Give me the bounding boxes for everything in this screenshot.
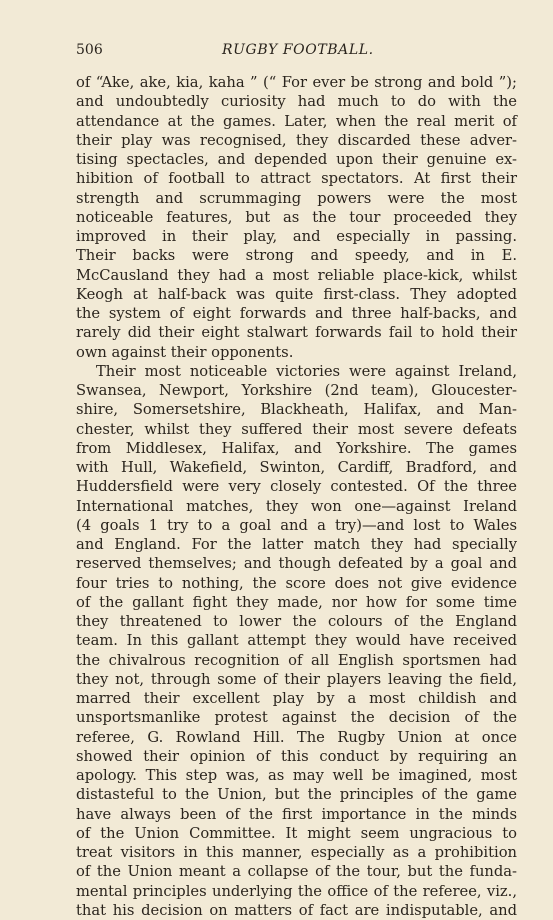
text-line: that his decision on matters of fact are indisputable, and bbox=[76, 901, 517, 919]
text-line: four tries to nothing, the score does not give evidence bbox=[76, 574, 517, 592]
text-line: unsportsmanlike protest against the decision of the bbox=[76, 709, 517, 727]
text-line: attendance at the games. Later, when the real merit of bbox=[76, 112, 517, 130]
page-number: 506 bbox=[76, 42, 103, 58]
text-line: have always been of the first importance in the minds bbox=[76, 805, 517, 823]
text-line: and undoubtedly curiosity had much to do with the bbox=[76, 93, 517, 111]
text-line: referee, G. Rowland Hill. The Rugby Union at once bbox=[76, 728, 517, 746]
text-line: Keogh at half-back was quite first-class. They adopted bbox=[76, 285, 517, 303]
text-line: strength and scrummaging powers were the most bbox=[76, 189, 517, 207]
running-title: RUGBY FOOTBALL. bbox=[222, 42, 374, 58]
text-line: with Hull, Wakefield, Swinton, Cardiff, Bradford, and bbox=[76, 459, 517, 476]
text-line: and England. For the latter match they had specially bbox=[76, 536, 517, 553]
text-line: they not, through some of their players leaving the field, bbox=[76, 670, 517, 688]
text-line: team. In this gallant attempt they would have received bbox=[76, 632, 517, 650]
text-line: chester, whilst they suffered their most severe defeats bbox=[76, 420, 517, 438]
text-line: showed their opinion of this conduct by requiring an bbox=[76, 747, 517, 765]
text-line: (4 goals 1 try to a goal and a try)—and lost to Wales bbox=[76, 516, 517, 534]
text-line: from Middlesex, Halifax, and Yorkshire. The games bbox=[76, 439, 517, 457]
text-line: shire, Somersetshire, Blackheath, Halifax, and Man- bbox=[76, 401, 517, 419]
body-text bbox=[76, 73, 517, 920]
text-line: the chivalrous recognition of all English sportsmen had bbox=[76, 651, 517, 669]
text-line: Swansea, Newport, Yorkshire (2nd team), Gloucester- bbox=[76, 382, 517, 399]
text-line: of the Union meant a collapse of the tour, but the funda- bbox=[76, 863, 517, 881]
text-line: their play was recognised, they discarded these adver- bbox=[76, 131, 517, 149]
paragraph-first-line: Their most noticeable victories were against Ireland, bbox=[96, 362, 517, 380]
text-line: McCausland they had a most reliable place-kick, whilst bbox=[76, 266, 517, 284]
text-line: Their backs were strong and speedy, and in E. bbox=[76, 247, 517, 265]
text-line: of the Union Committee. It might seem ungracious to bbox=[76, 824, 517, 842]
text-line: mental principles underlying the office of the referee, viz., bbox=[76, 882, 517, 900]
text-line: they threatened to lower the colours of the England bbox=[76, 613, 517, 630]
text-line: Huddersfield were very closely contested. Of the three bbox=[76, 478, 517, 496]
text-line: marred their excellent play by a most childish and bbox=[76, 690, 517, 707]
text-line: apology. This step was, as may well be imagined, most bbox=[76, 767, 517, 784]
text-line: of “Ake, ake, kia, kaha ” (“ For ever be strong and bold ”); bbox=[76, 74, 517, 91]
text-line: hibition of football to attract spectators. At first their bbox=[76, 170, 517, 188]
text-line: tising spectacles, and depended upon their genuine ex- bbox=[76, 151, 517, 168]
text-line: own against their opponents. bbox=[76, 343, 294, 361]
text-line: treat visitors in this manner, especially as a prohibition bbox=[76, 844, 517, 861]
text-line: the system of eight forwards and three half-backs, and bbox=[76, 305, 517, 322]
text-line: rarely did their eight stalwart forwards fail to hold their bbox=[76, 324, 517, 342]
text-line: of the gallant fight they made, nor how for some time bbox=[76, 593, 517, 611]
running-head bbox=[76, 40, 517, 60]
text-line: International matches, they won one—against Ireland bbox=[76, 497, 517, 515]
text-line: reserved themselves; and though defeated by a goal and bbox=[76, 555, 517, 573]
text-line: improved in their play, and especially in passing. bbox=[76, 228, 517, 245]
text-line: distasteful to the Union, but the principles of the game bbox=[76, 786, 517, 804]
text-line: noticeable features, but as the tour proceeded they bbox=[76, 208, 517, 226]
